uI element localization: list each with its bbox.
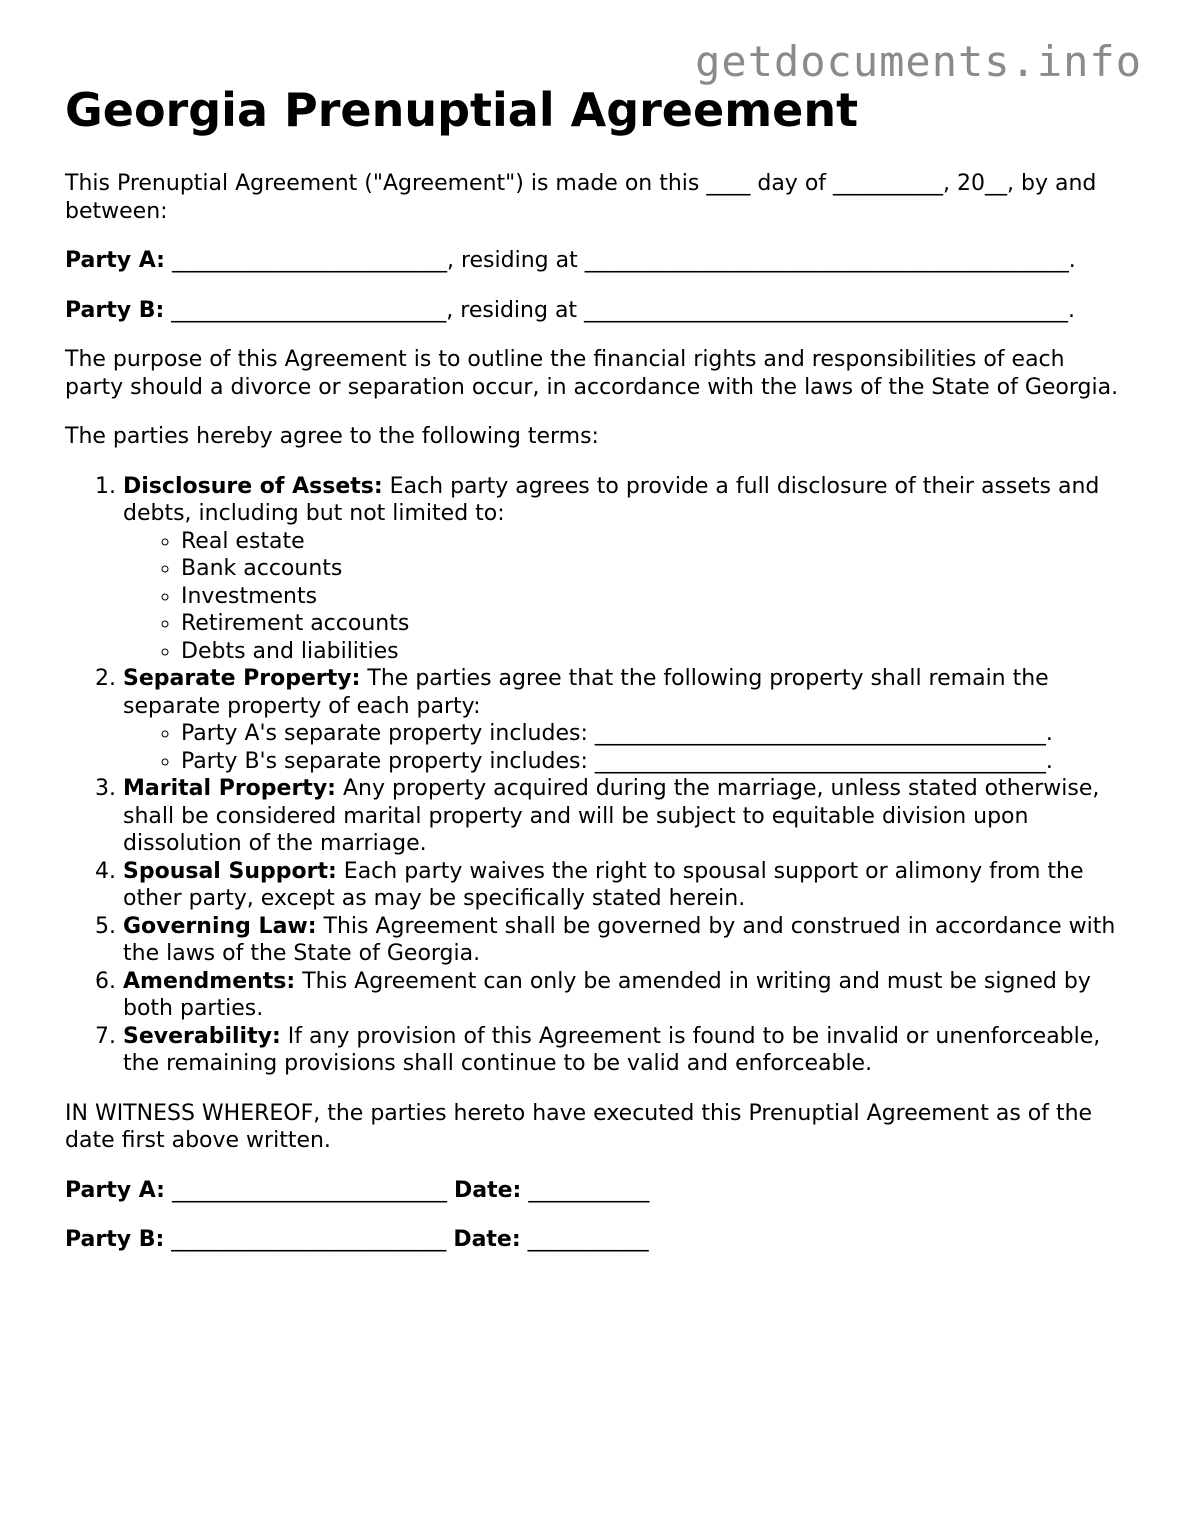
term-item <box>123 1023 1125 1078</box>
sublist-item: ◦ Retirement accounts <box>181 610 1125 638</box>
party-b-line <box>65 297 1125 325</box>
sublist-item: ◦ Bank accounts <box>181 555 1125 583</box>
term-label: Governing Law: <box>123 913 317 939</box>
term-label: Separate Property: <box>123 666 361 691</box>
date-blank: ___________ <box>521 1177 650 1203</box>
term-label: Disclosure of Assets: <box>123 473 383 499</box>
term-text: Each party waives the right to spousal support or alimony from the other party, except as may be specifically stated herein. <box>123 858 1084 911</box>
term-label: Marital Property: <box>123 776 336 801</box>
purpose-paragraph: The purpose of this Agreement is to outline the financial rights and responsibilities of each party should a divorce or separation occur, in accordance with the laws of the State of Georgia. <box>65 347 1119 400</box>
party-a-line <box>65 247 1125 275</box>
watermark-text: getdocuments.info <box>695 37 1142 86</box>
term-item <box>123 473 1125 666</box>
date-label: Date: <box>453 1227 521 1252</box>
sublist-item: ◦ Debts and liabilities <box>181 638 1125 666</box>
sublist-item: ◦ Investments <box>181 583 1125 611</box>
term-text: If any provision of this Agreement is found to be invalid or unenforceable, the remaining provisions shall continue to be valid and enforceable. <box>123 1023 1101 1076</box>
signature-blank: _________________________ <box>164 1177 454 1203</box>
term-item <box>123 968 1125 1023</box>
signature-line-party-b <box>65 1226 1125 1254</box>
party-b-label: Party B: <box>65 297 165 323</box>
terms-list <box>65 473 1125 1078</box>
signature-blank: _________________________ <box>164 1227 454 1252</box>
term-text: The parties agree that the following property shall remain the separate property of each party: <box>123 666 1049 719</box>
term-label: Amendments: <box>123 968 296 994</box>
term-label: Severability: <box>123 1023 281 1049</box>
intro-paragraph: This Prenuptial Agreement ("Agreement") is made on this ____ day of __________, 20__, by and between: <box>65 171 1097 224</box>
party-a-label: Party A: <box>65 248 165 273</box>
term-text: This Agreement can only be amended in writing and must be signed by both parties. <box>123 968 1091 1021</box>
date-blank: ___________ <box>520 1227 649 1252</box>
sublist-item: ◦ Real estate <box>181 528 1125 556</box>
asset-sublist <box>123 528 1125 666</box>
document-page <box>65 80 1125 1254</box>
signature-label: Party B: <box>65 1227 165 1252</box>
term-text: Each party agrees to provide a full disclosure of their assets and debts, including but not limited to: <box>123 473 1100 526</box>
document-title: Georgia Prenuptial Agreement <box>65 83 859 137</box>
term-item <box>123 913 1125 968</box>
term-item <box>123 858 1125 913</box>
term-text: This Agreement shall be governed by and construed in accordance with the laws of the State of Georgia. <box>123 913 1116 966</box>
witness-paragraph: IN WITNESS WHEREOF, the parties hereto have executed this Prenuptial Agreement as of the date first above written. <box>65 1100 1093 1153</box>
party-a-blank: _________________________, residing at ____________________________________________. <box>164 248 1076 273</box>
signature-label: Party A: <box>65 1177 165 1203</box>
term-item <box>123 775 1125 858</box>
separate-property-sublist <box>123 720 1125 775</box>
terms-intro: The parties hereby agree to the following terms: <box>65 424 599 449</box>
party-b-blank: _________________________, residing at ____________________________________________. <box>164 297 1076 323</box>
signature-line-party-a <box>65 1177 1125 1205</box>
term-text: Any property acquired during the marriage, unless stated otherwise, shall be considered marital property and will be subject to equitable division upon dissolution of the marriage. <box>123 776 1100 856</box>
term-item <box>123 665 1125 775</box>
sublist-item: ◦ Party A's separate property includes: _________________________________________. <box>181 720 1125 748</box>
date-label: Date: <box>453 1177 522 1203</box>
sublist-item: ◦ Party B's separate property includes: _________________________________________. <box>181 748 1125 776</box>
term-label: Spousal Support: <box>123 858 337 884</box>
